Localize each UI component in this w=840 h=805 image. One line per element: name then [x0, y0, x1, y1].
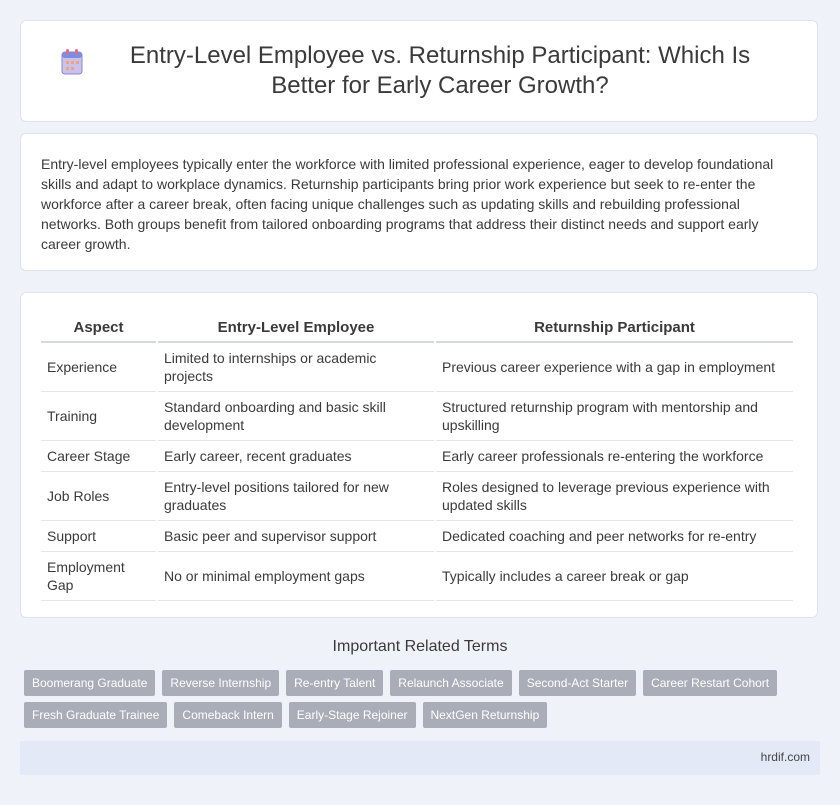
related-term-tag[interactable]: Early-Stage Rejoiner — [289, 702, 416, 728]
related-terms-list — [24, 670, 824, 728]
cell-returnship: Dedicated coaching and peer networks for re-entry — [436, 521, 793, 552]
table-row — [41, 343, 793, 392]
cell-returnship: Roles designed to leverage previous experience with updated skills — [436, 472, 793, 521]
cell-entry-level: Limited to internships or academic projects — [158, 343, 434, 392]
footer — [20, 741, 820, 775]
cell-aspect: Employment Gap — [41, 552, 156, 601]
document-icon — [61, 49, 83, 75]
table-row — [41, 441, 793, 472]
related-term-tag[interactable]: Boomerang Graduate — [24, 670, 155, 696]
cell-entry-level: Entry-level positions tailored for new graduates — [158, 472, 434, 521]
cell-aspect: Career Stage — [41, 441, 156, 472]
related-terms-title: Important Related Terms — [332, 638, 508, 655]
header-entry-level: Entry-Level Employee — [158, 309, 434, 343]
table-row — [41, 472, 793, 521]
related-term-tag[interactable]: Relaunch Associate — [390, 670, 511, 696]
comparison-table — [39, 309, 795, 601]
header-returnship: Returnship Participant — [436, 309, 793, 343]
cell-aspect: Support — [41, 521, 156, 552]
related-term-tag[interactable]: Re-entry Talent — [286, 670, 383, 696]
title-card — [20, 20, 818, 122]
cell-returnship: Early career professionals re-entering the workforce — [436, 441, 793, 472]
cell-aspect: Training — [41, 392, 156, 441]
cell-aspect: Job Roles — [41, 472, 156, 521]
intro-card — [20, 133, 818, 271]
cell-returnship: Typically includes a career break or gap — [436, 552, 793, 601]
related-term-tag[interactable]: Reverse Internship — [162, 670, 279, 696]
page-title: Entry-Level Employee vs. Returnship Participant: Which Is Better for Early Career Growth? — [129, 42, 751, 99]
table-row — [41, 392, 793, 441]
cell-returnship: Structured returnship program with mentorship and upskilling — [436, 392, 793, 441]
cell-returnship: Previous career experience with a gap in employment — [436, 343, 793, 392]
cell-entry-level: No or minimal employment gaps — [158, 552, 434, 601]
table-row — [41, 552, 793, 601]
comparison-card — [20, 292, 818, 618]
cell-aspect: Experience — [41, 343, 156, 392]
table-header-row — [41, 309, 793, 343]
cell-entry-level: Early career, recent graduates — [158, 441, 434, 472]
cell-entry-level: Basic peer and supervisor support — [158, 521, 434, 552]
related-term-tag[interactable]: NextGen Returnship — [423, 702, 548, 728]
cell-entry-level: Standard onboarding and basic skill development — [158, 392, 434, 441]
related-term-tag[interactable]: Career Restart Cohort — [643, 670, 777, 696]
related-term-tag[interactable]: Comeback Intern — [174, 702, 281, 728]
footer-site-link[interactable]: hrdif.com — [760, 750, 810, 764]
header-aspect: Aspect — [41, 309, 156, 343]
intro-text: Entry-level employees typically enter the workforce with limited professional experience, eager to develop foundational skills and adapt to workplace dynamics. Returnship participants bring prior work experience but seek to re-enter the workforce after a career break, often facing unique challenges such as updating skills and rebuilding professional networks. Both groups benefit from tailored onboarding programs that address their distinct needs and support early career growth. — [41, 156, 774, 252]
related-term-tag[interactable]: Second-Act Starter — [519, 670, 636, 696]
table-row — [41, 521, 793, 552]
related-term-tag[interactable]: Fresh Graduate Trainee — [24, 702, 167, 728]
